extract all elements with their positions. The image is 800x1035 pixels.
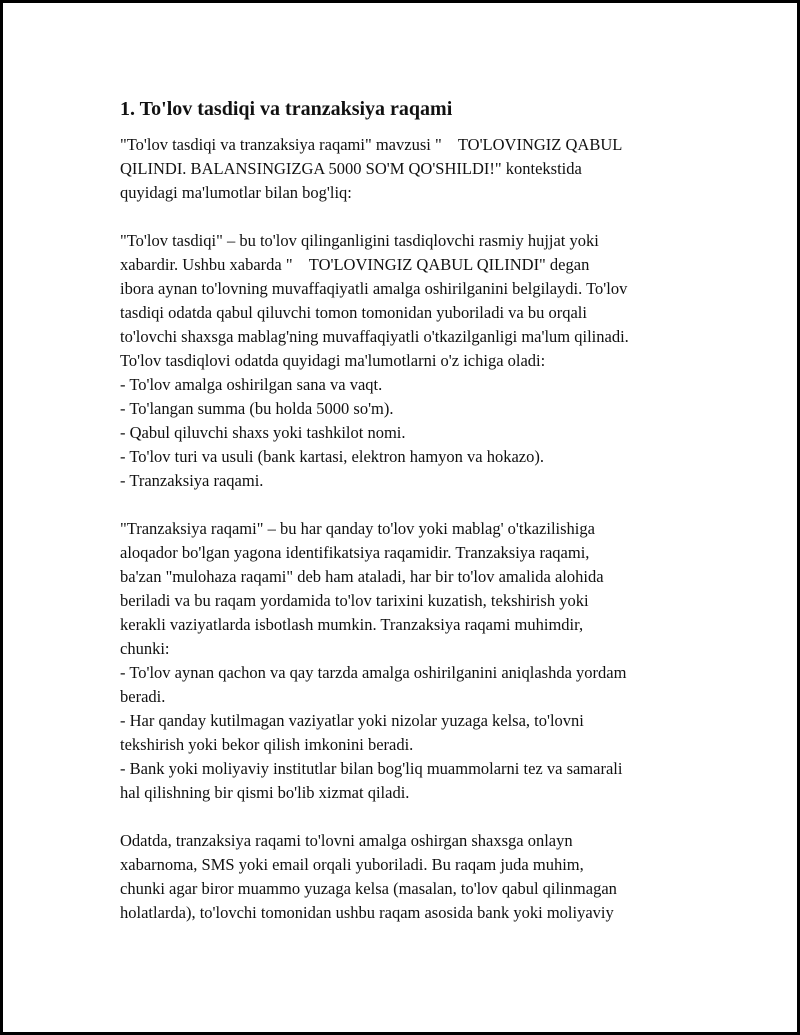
text-line: aloqador bo'lgan yagona identifikatsiya raqamidir. Tranzaksiya raqami,: [120, 543, 590, 562]
text-line: holatlarda), to'lovchi tomonidan ushbu raqam asosida bank yoki moliyaviy: [120, 903, 614, 922]
text-line: quyidagi ma'lumotlar bilan bog'liq:: [120, 183, 352, 202]
list-item: tekshirish yoki bekor qilish imkonini beradi.: [120, 735, 414, 754]
text-line: kerakli vaziyatlarda isbotlash mumkin. Tranzaksiya raqami muhimdir,: [120, 615, 584, 634]
text-line: QILINDI. BALANSINGIZGA 5000 SO'M QO'SHILDI!" kontekstida: [120, 159, 582, 178]
list-item: hal qilishning bir qismi bo'lib xizmat qiladi.: [120, 783, 410, 802]
paragraph-delivery: [120, 829, 695, 925]
section-heading: 1. To'lov tasdiqi va tranzaksiya raqami: [120, 98, 453, 120]
text-line: "Tranzaksiya raqami" – bu har qanday to'lov yoki mablag' o'tkazilishiga: [120, 519, 595, 538]
text-line: ba'zan "mulohaza raqami" deb ham ataladi, har bir to'lov amalida alohida: [120, 567, 604, 586]
text-line: "To'lov tasdiqi" – bu to'lov qilinganligini tasdiqlovchi rasmiy hujjat yoki: [120, 231, 599, 250]
text-line: ibora aynan to'lovning muvaffaqiyatli amalga oshirilganini belgilaydi. To'lov: [120, 279, 628, 298]
text-line: tasdiqi odatda qabul qiluvchi tomon tomonidan yuboriladi va bu orqali: [120, 303, 587, 322]
paragraph-payment-confirmation: [120, 229, 695, 493]
list-item: - To'lov amalga oshirilgan sana va vaqt.: [120, 375, 383, 394]
list-item: - To'lov turi va usuli (bank kartasi, elektron hamyon va hokazo).: [120, 447, 544, 466]
text-line: "To'lov tasdiqi va tranzaksiya raqami" mavzusi " TO'LOVINGIZ QABUL: [120, 135, 623, 154]
text-line: beriladi va bu raqam yordamida to'lov tarixini kuzatish, tekshirish yoki: [120, 591, 589, 610]
text-line: Odatda, tranzaksiya raqami to'lovni amalga oshirgan shaxsga onlayn: [120, 831, 573, 850]
text-line: chunki agar biror muammo yuzaga kelsa (masalan, to'lov qabul qilinmagan: [120, 879, 617, 898]
text-line: chunki:: [120, 639, 170, 658]
list-item: - Har qanday kutilmagan vaziyatlar yoki nizolar yuzaga kelsa, to'lovni: [120, 711, 584, 730]
paragraph-intro: [120, 133, 695, 205]
text-line: xabarnoma, SMS yoki email orqali yuboriladi. Bu raqam juda muhim,: [120, 855, 584, 874]
list-item: - To'langan summa (bu holda 5000 so'm).: [120, 399, 394, 418]
list-item: - Qabul qiluvchi shaxs yoki tashkilot nomi.: [120, 423, 406, 442]
paragraph-transaction-number: [120, 517, 695, 805]
list-item: - Bank yoki moliyaviy institutlar bilan bog'liq muammolarni tez va samarali: [120, 759, 623, 778]
text-line: To'lov tasdiqlovi odatda quyidagi ma'lumotlarni o'z ichiga oladi:: [120, 351, 546, 370]
list-item: beradi.: [120, 687, 166, 706]
document-body: [120, 95, 695, 949]
text-line: xabardir. Ushbu xabarda " TO'LOVINGIZ QABUL QILINDI" degan: [120, 255, 590, 274]
list-item: - Tranzaksiya raqami.: [120, 471, 264, 490]
text-line: to'lovchi shaxsga mablag'ning muvaffaqiyatli o'tkazilganligi ma'lum qilinadi.: [120, 327, 629, 346]
list-item: - To'lov aynan qachon va qay tarzda amalga oshirilganini aniqlashda yordam: [120, 663, 627, 682]
